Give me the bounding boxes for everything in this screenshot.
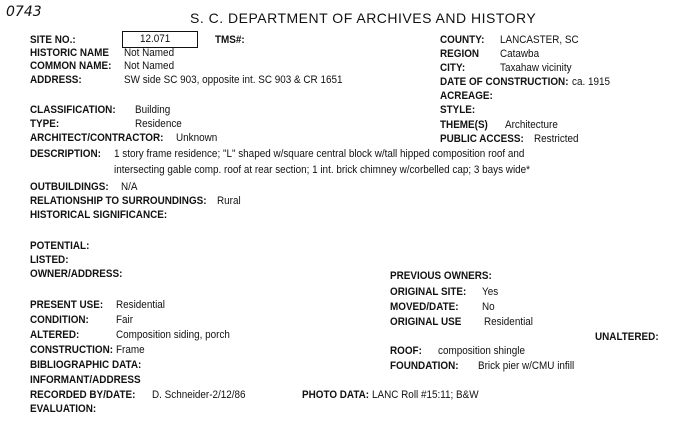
foundation-label: FOUNDATION: (390, 360, 459, 372)
city-label: CITY: (440, 62, 466, 74)
site-no-label: SITE NO.: (30, 34, 76, 46)
photo-data-label: PHOTO DATA: (302, 389, 370, 401)
classification-value: Building (135, 104, 171, 116)
county-value: LANCASTER, SC (500, 34, 579, 46)
construction-value: Frame (116, 344, 145, 356)
common-name-value: Not Named (124, 60, 175, 72)
altered-label: ALTERED: (30, 329, 80, 341)
informant-address-label: INFORMANT/ADDRESS (30, 374, 141, 386)
recorded-by-date-value: D. Schneider-2/12/86 (152, 389, 246, 401)
description-label: DESCRIPTION: (30, 148, 101, 160)
roof-label: ROOF: (390, 345, 422, 357)
unaltered-label: UNALTERED: (595, 331, 659, 343)
condition-label: CONDITION: (30, 314, 89, 326)
condition-value: Fair (116, 314, 134, 326)
public-access-value: Restricted (534, 133, 579, 145)
public-access-label: PUBLIC ACCESS: (440, 133, 524, 145)
outbuildings-value: N/A (121, 181, 138, 193)
original-use-label: ORIGINAL USE (390, 316, 462, 328)
common-name-label: COMMON NAME: (30, 60, 112, 72)
date-of-construction-value: ca. 1915 (572, 76, 610, 88)
evaluation-label: EVALUATION: (30, 403, 97, 415)
relationship-label: RELATIONSHIP TO SURROUNDINGS: (30, 195, 207, 207)
site-no-value: 12.071 (140, 33, 171, 45)
photo-data-value: LANC Roll #15:11; B&W (372, 389, 479, 401)
type-value: Residence (135, 118, 182, 130)
page-title: S. C. DEPARTMENT OF ARCHIVES AND HISTORY (190, 10, 537, 26)
present-use-value: Residential (116, 299, 165, 311)
themes-value: Architecture (505, 119, 558, 131)
style-label: STYLE: (440, 104, 476, 116)
original-site-value: Yes (482, 286, 499, 298)
date-of-construction-label: DATE OF CONSTRUCTION: (440, 76, 569, 88)
original-use-value: Residential (484, 316, 533, 328)
city-value: Taxahaw vicinity (500, 62, 572, 74)
type-label: TYPE: (30, 118, 60, 130)
architect-label: ARCHITECT/CONTRACTOR: (30, 132, 164, 144)
altered-value: Composition siding, porch (116, 329, 230, 341)
description-line-2: intersecting gable comp. roof at rear section; 1 int. brick chimney w/corbelled cap; 3 bays wide* (114, 164, 531, 176)
region-value: Catawba (500, 48, 540, 60)
region-label: REGION (440, 48, 480, 60)
acreage-label: ACREAGE: (440, 90, 493, 102)
owner-address-label: OWNER/ADDRESS: (30, 268, 123, 280)
address-value: SW side SC 903, opposite int. SC 903 & CR 1651 (124, 74, 343, 86)
previous-owners-label: PREVIOUS OWNERS: (390, 270, 492, 282)
construction-label: CONSTRUCTION: (30, 344, 114, 356)
address-label: ADDRESS: (30, 74, 82, 86)
relationship-value: Rural (217, 195, 241, 207)
handwritten-number: 0743 (6, 4, 42, 20)
architect-value: Unknown (176, 132, 218, 144)
original-site-label: ORIGINAL SITE: (390, 286, 467, 298)
outbuildings-label: OUTBUILDINGS: (30, 181, 109, 193)
historic-name-label: HISTORIC NAME (30, 47, 110, 59)
description-line-1: 1 story frame residence; "L" shaped w/square central block w/tall hipped composition roof and (114, 148, 525, 160)
themes-label: THEME(S) (440, 119, 488, 131)
potential-label: POTENTIAL: (30, 240, 90, 252)
historical-significance-label: HISTORICAL SIGNIFICANCE: (30, 209, 168, 221)
bibliographic-data-label: BIBLIOGRAPHIC DATA: (30, 359, 142, 371)
moved-date-label: MOVED/DATE: (390, 301, 459, 313)
moved-date-value: No (482, 301, 495, 313)
roof-value: composition shingle (438, 345, 525, 357)
foundation-value: Brick pier w/CMU infill (478, 360, 575, 372)
classification-label: CLASSIFICATION: (30, 104, 116, 116)
listed-label: LISTED: (30, 254, 69, 266)
county-label: COUNTY: (440, 34, 485, 46)
recorded-by-date-label: RECORDED BY/DATE: (30, 389, 136, 401)
historic-name-value: Not Named (124, 47, 175, 59)
present-use-label: PRESENT USE: (30, 299, 104, 311)
tms-label: TMS#: (215, 34, 245, 46)
